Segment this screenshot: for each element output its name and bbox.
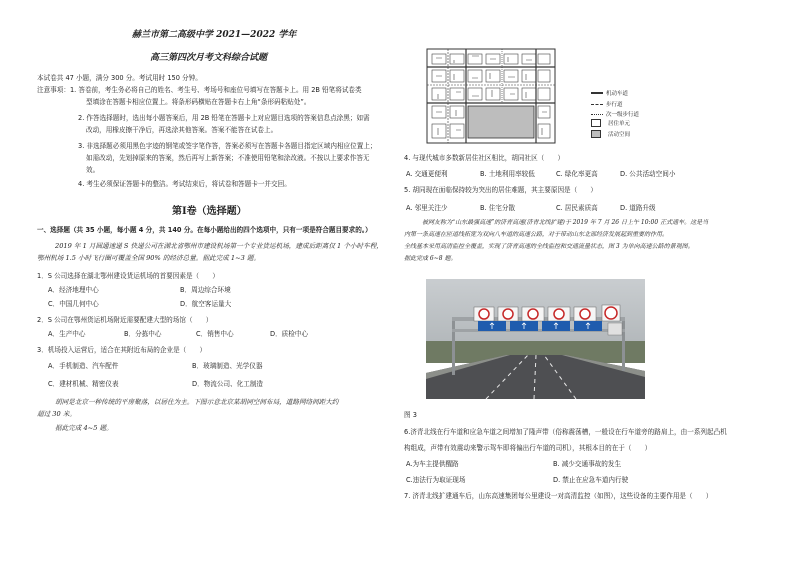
hutong-layout-map: [426, 48, 556, 144]
exam-subtitle: 高三第四次月考文科综合试题: [150, 53, 268, 63]
q4-option-d[interactable]: D. 公共活动空间小: [620, 170, 676, 178]
minor-path-swatch: [591, 114, 603, 115]
section-head: 一、选择题（共 35 小题，每小题 4 分，共 140 分。在每小题给出的四个选项中，只有一项是符合题目要求的。）: [37, 226, 372, 234]
intro-line: 本试卷共 47 小题，满分 300 分。考试用时 150 分钟。: [37, 74, 202, 82]
q5-option-a[interactable]: A. 邻里关注少: [406, 204, 448, 212]
q4-option-b[interactable]: B. 土地利用率较低: [480, 170, 535, 178]
q3-option-d[interactable]: D．物流公司、化工制造: [192, 380, 264, 388]
note-1a: 注意事项：1. 答卷前，考生务必将自己的姓名、考生号、考场号和座位号填写在答题卡上。用 2B 铅笔将试卷类: [37, 86, 362, 94]
material-2-line3: 据此完成 4~5 题。: [55, 424, 113, 432]
material-3-line1: 被网友称为“山东最强高速”的济青高速(济青北线扩建)于 2019 年 7 月 26 日上午 10:00 正式通车。这是当: [422, 219, 709, 226]
q2-option-c[interactable]: C．销售中心: [196, 330, 234, 338]
legend-minor-path-label: 次一级步行道: [606, 112, 640, 118]
material-2-line2: 超过 30 米。: [37, 410, 76, 418]
note-3a: 3. 非选择题必须用黑色字迹的钢笔或签字笔作答，答案必须写在答题卡各题目指定区域内相应位置上；: [78, 142, 377, 150]
legend-footpath-label: 步行道: [606, 102, 623, 108]
figure-caption: 图 3: [404, 411, 417, 419]
material-1-line2: 鄂州机场 1.5 小时飞行圈可覆盖全国 90% 的经济总量。据此完成 1~3 题。: [37, 254, 261, 262]
q1-option-a[interactable]: A．经济地理中心: [48, 286, 99, 294]
q3-option-b[interactable]: B．玻璃制造、光学仪器: [192, 362, 263, 370]
q6-option-b[interactable]: B. 减少交通事故的发生: [553, 460, 622, 468]
legend-residence-label: 居住单元: [608, 121, 631, 127]
footpath-swatch: [591, 104, 603, 105]
legend-footpath: [591, 100, 623, 108]
note-1b: 型填涂在答题卡相应位置上。将条形码横贴在答题卡右上角“条形码粘贴处”。: [86, 98, 311, 106]
q3-option-c[interactable]: C．建材机械、精密仪表: [48, 380, 119, 388]
material-1-line1: 2019 年 1 月圆通速递 S 快递公司在湖北省鄂州市建设机场第一个专业货运机场，建成后距离仅 1 个小时车程，: [55, 242, 383, 250]
q3-stem: 3．机场投入运营后，适合在其附近布局的企业是（ ）: [37, 346, 207, 354]
q1-option-c[interactable]: C．中国几何中心: [48, 300, 99, 308]
legend-motorway: [591, 89, 628, 97]
q3-option-a[interactable]: A．手机制造、汽车配件: [48, 362, 119, 370]
q4-stem: 4. 与现代城市多数新居住社区相比，胡同社区（ ）: [404, 154, 565, 162]
q1-stem: 1．S 公司选择在湖北鄂州建设货运机场的首要因素是（ ）: [37, 272, 219, 280]
section-title: 第Ⅰ卷（选择题）: [172, 206, 247, 217]
q6-option-d[interactable]: D. 禁止在应急车道内行驶: [553, 476, 629, 484]
note-3b: 如需改动，先划掉原来的答案，然后再写上新答案；不准使用铅笔和涂改液。不按以上要求作答无: [86, 154, 370, 162]
activity-swatch: [591, 130, 601, 138]
legend-activity-space: [591, 130, 630, 138]
q7-stem: 7. 济青北线扩建通车后，山东高速集团每公里建设一对高清监控（如图），这些设备的主要作用是（ ）: [404, 492, 713, 500]
q4-option-c[interactable]: C. 绿化率更高: [556, 170, 598, 178]
q2-option-b[interactable]: B．分拣中心: [124, 330, 162, 338]
note-3c: 效。: [86, 166, 100, 174]
material-3-line4: 据此完成 6~8 题。: [404, 255, 457, 262]
q5-stem: 5. 胡同现在面临保持较为突出的居住难题，其主要原因是（ ）: [404, 186, 598, 194]
q6-stem-line1: 6.济青北线在行车道和应急车道之间增加了隆声带（俗称震荡槽，一般设在行车道旁的路肩上，由一系列起凸机: [404, 428, 727, 436]
motorway-swatch: [591, 92, 603, 94]
q6-option-c[interactable]: C.违法行为取证现场: [406, 476, 466, 484]
q2-option-a[interactable]: A．生产中心: [48, 330, 86, 338]
note-2a: 2. 作答选择题时，选出每小题答案后，用 2B 铅笔在答题卡上对应题目选项的答案信息点涂黑；如需: [78, 114, 370, 122]
q5-option-c[interactable]: C. 居民素质高: [556, 204, 598, 212]
legend-minor-path: [591, 110, 639, 118]
q1-option-d[interactable]: D．航空客运量大: [180, 300, 232, 308]
highway-photo: [426, 279, 645, 399]
q5-option-d[interactable]: D. 道路升级: [620, 204, 656, 212]
q2-option-d[interactable]: D．质检中心: [270, 330, 309, 338]
q6-option-a[interactable]: A.为车主提供醒路: [406, 460, 459, 468]
legend-activity-label: 活动空间: [608, 132, 631, 138]
q4-option-a[interactable]: A. 交通更便利: [406, 170, 448, 178]
material-2-line1: 胡同是北京一种传统的平房聚落，以居住为主。下图示意北京某胡同空间布局，道路网络间距大约: [55, 398, 339, 406]
material-3-line2: 内第一条高速在匝道线拓宽为双向八车道的高速公路，对于带动山东北部经济发展起到重要的作用。: [404, 231, 669, 238]
residence-swatch: [591, 119, 601, 127]
q2-stem: 2．S 公司在鄂州货运机场附近需要配建大型的场馆（ ）: [37, 316, 213, 324]
exam-school-title: 赫兰市第二高级中学 2021—2022 学年: [132, 30, 297, 40]
legend-motorway-label: 机动车道: [606, 91, 629, 97]
note-4: 4. 考生必须保证答题卡的整洁。考试结束后，将试卷和答题卡一并交回。: [78, 180, 291, 188]
q6-stem-line2: 构组成，声带有效震动来警示驾车即将偏出行车道的司机），其根本目的在于（ ）: [404, 444, 652, 452]
legend-residence: [591, 119, 630, 127]
q1-option-b[interactable]: B．周边综合环境: [180, 286, 231, 294]
note-2b: 改动，用橡皮擦干净后，再选涂其他答案。答案不能答在试卷上。: [86, 126, 278, 134]
material-3-line3: 全线基本采用高清监控全覆盖，实现了济青高速的全线监控和交通流量状态，图 3 为单向高速公路的景观图。: [404, 243, 694, 250]
q5-option-b[interactable]: B. 住宅分散: [480, 204, 516, 212]
